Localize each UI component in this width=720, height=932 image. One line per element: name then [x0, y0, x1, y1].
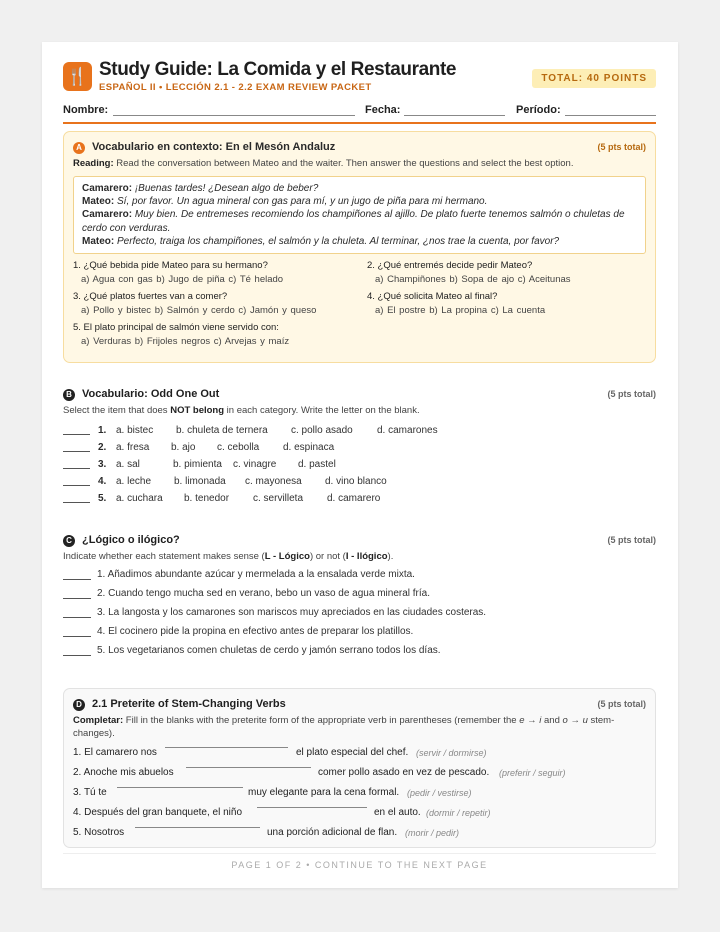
answer-blank[interactable]: [63, 451, 90, 452]
verb-hint: (pedir / vestirse): [407, 788, 472, 798]
question-options[interactable]: a) Pollo y bistec b) Salmón y cerdo c) Jamón y queso: [81, 305, 317, 317]
name-field[interactable]: [113, 115, 355, 116]
question-item: [367, 291, 545, 316]
instr-text: Indicate whether each statement makes sense (: [63, 551, 265, 562]
sentence-start: 4. Después del gran banquete, el niño: [73, 807, 243, 818]
fill-row: [73, 787, 646, 807]
section-d-points: (5 pts total): [597, 699, 646, 709]
statement: 3. La langosta y los camarones son mariscos muy apreciados en las ciudades costeras.: [97, 607, 487, 618]
option-b: b. chuleta de ternera: [176, 425, 268, 436]
section-c-header: [63, 533, 656, 549]
verb-hint: (morir / pedir): [405, 828, 460, 838]
instr-text: Fill in the blanks with the preterite form of the appropriate verb in parentheses (remember the: [125, 715, 520, 726]
sentence-end: comer pollo asado en vez de pescado.: [318, 767, 490, 778]
fill-row: [73, 807, 646, 827]
answer-blank[interactable]: [63, 617, 91, 618]
total-points-badge: TOTAL: 40 POINTS: [532, 69, 656, 88]
option-c: c. pollo asado: [291, 425, 353, 436]
page-content: [63, 60, 656, 848]
section-b: [63, 387, 656, 508]
odd-row: [63, 457, 656, 474]
answer-blank[interactable]: [165, 747, 288, 748]
dialog-line: [82, 235, 637, 248]
student-info-row: [63, 100, 656, 124]
dialog-text: ¡Buenas tardes! ¿Desean algo de beber?: [134, 183, 319, 194]
section-b-instructions: [63, 404, 656, 417]
section-a-instructions: [73, 157, 646, 170]
instr-emphasis: I - Ilógico: [345, 551, 388, 562]
fill-row: [73, 827, 646, 847]
instr-text: Select the item that does: [63, 405, 171, 416]
option-b: b. limonada: [174, 476, 226, 487]
answer-blank[interactable]: [63, 485, 90, 486]
verb-hint: (servir / dormirse): [416, 748, 487, 758]
section-d-instructions: [73, 714, 646, 740]
statement: 2. Cuando tengo mucha sed en verano, bebo un vaso de agua mineral fría.: [97, 588, 431, 599]
instr-label: Completar:: [73, 715, 124, 726]
page-title: Study Guide: La Comida y el Restaurante: [99, 59, 457, 80]
instr-emphasis: NOT belong: [170, 405, 225, 416]
item-number: 5.: [98, 493, 107, 504]
instr-emphasis: e → i: [519, 715, 542, 726]
question-item: [73, 260, 283, 285]
section-a-badge: A: [73, 142, 85, 154]
question-options[interactable]: a) Champiñones b) Sopa de ajo c) Aceitunas: [375, 274, 571, 286]
option-d: d. camarones: [377, 425, 438, 436]
instr-emphasis: L - Lógico: [264, 551, 310, 562]
sentence-start: 3. Tú te: [73, 787, 107, 798]
section-d-header: [73, 697, 646, 713]
statement: 5. Los vegetarianos comen chuletas de cerdo y jamón serrano todos los días.: [97, 645, 441, 656]
dialog-line: [82, 195, 637, 208]
option-c: c. mayonesa: [245, 476, 302, 487]
logic-row: [63, 644, 656, 663]
section-b-badge: B: [63, 389, 75, 401]
section-c-instructions: [63, 550, 656, 563]
instr-text: and: [541, 715, 563, 726]
period-field[interactable]: [565, 115, 656, 116]
section-c-points: (5 pts total): [607, 535, 656, 545]
sentence-start: 2. Anoche mis abuelos: [73, 767, 174, 778]
question-text: 3. ¿Qué platos fuertes van a comer?: [73, 291, 228, 303]
speaker: Mateo:: [82, 235, 115, 247]
item-number: 4.: [98, 476, 107, 487]
page-subtitle: ESPAÑOL II • LECCIÓN 2.1 - 2.2 EXAM REVIEW PACKET: [99, 82, 372, 93]
option-b: b. tenedor: [184, 493, 230, 504]
footer-divider: [63, 853, 656, 854]
dialog-text: Perfecto, traiga los champiñones, el salmón y la chuleta. Al terminar, ¿nos trae la cuenta, por favor?: [117, 235, 560, 247]
section-b-header: [63, 387, 656, 403]
option-b: b. ajo: [171, 442, 196, 453]
question-text: 4. ¿Qué solicita Mateo al final?: [367, 291, 498, 303]
sentence-end: muy elegante para la cena formal.: [248, 787, 400, 798]
answer-blank[interactable]: [257, 807, 367, 808]
answer-blank[interactable]: [63, 434, 90, 435]
question-item: [367, 260, 571, 285]
question-options[interactable]: a) Agua con gas b) Jugo de piña c) Té helado: [81, 274, 284, 286]
dialog-line: [82, 182, 637, 195]
page-footer: PAGE 1 OF 2 • CONTINUE TO THE NEXT PAGE: [231, 860, 488, 870]
statement: 4. El cocinero pide la propina en efectivo antes de preparar los platillos.: [97, 626, 414, 637]
item-number: 2.: [98, 442, 107, 453]
answer-blank[interactable]: [135, 827, 260, 828]
sentence-start: 1. El camarero nos: [73, 747, 157, 758]
section-b-title: Vocabulario: Odd One Out: [82, 388, 220, 400]
sentence-end: en el auto.: [374, 807, 421, 818]
question-text: 1. ¿Qué bebida pide Mateo para su hermano?: [73, 260, 268, 272]
instr-emphasis: o → u: [562, 715, 588, 726]
name-label: Nombre:: [63, 104, 109, 116]
question-text: 2. ¿Qué entremés decide pedir Mateo?: [367, 260, 533, 272]
fill-row: [73, 747, 646, 767]
dialog-box: [73, 176, 646, 254]
logic-list: [63, 568, 656, 663]
section-a-header: [73, 140, 646, 156]
speaker: Camarero:: [82, 209, 133, 221]
option-c: c. cebolla: [217, 442, 260, 453]
option-a: a. bistec: [116, 425, 154, 436]
section-c: [63, 533, 656, 663]
odd-one-out-list: [63, 423, 656, 508]
odd-row: [63, 440, 656, 457]
item-number: 1.: [98, 425, 107, 436]
odd-row: [63, 491, 656, 508]
answer-blank[interactable]: [63, 502, 90, 503]
question-item: [73, 322, 289, 347]
section-a-points: (5 pts total): [597, 142, 646, 152]
instr-label: Reading:: [73, 158, 114, 169]
dialog-text: Muy bien. De entremeses recomiendo los champiñones al ajillo. De plato fuerte tenemos salmón o chuletas de cerdo con verduras.: [82, 209, 625, 234]
option-c: c. vinagre: [233, 459, 277, 470]
speaker: Mateo:: [82, 196, 115, 208]
sentence-end: una porción adicional de flan.: [267, 827, 398, 838]
verb-hint: (dormir / repetir): [426, 808, 491, 818]
option-a: a. leche: [116, 476, 152, 487]
logic-row: [63, 587, 656, 606]
logic-row: [63, 568, 656, 587]
option-a: a. cuchara: [116, 493, 163, 504]
fill-row: [73, 767, 646, 787]
instr-text: stem-changes).: [73, 715, 615, 739]
period-label: Período:: [516, 104, 561, 116]
question-options[interactable]: a) El postre b) La propina c) La cuenta: [375, 305, 546, 317]
speaker: Camarero:: [82, 183, 133, 194]
option-d: d. vino blanco: [325, 476, 387, 487]
answer-blank[interactable]: [117, 787, 243, 788]
fill-in-list: [73, 747, 646, 847]
section-a-title: Vocabulario en contexto: En el Mesón Andaluz: [92, 141, 336, 153]
section-d: [63, 688, 656, 848]
dialog-line: [82, 208, 637, 234]
answer-blank[interactable]: [63, 636, 91, 637]
item-number: 3.: [98, 459, 107, 470]
logic-row: [63, 625, 656, 644]
answer-blank[interactable]: [63, 655, 91, 656]
option-d: d. espinaca: [283, 442, 335, 453]
worksheet-page: [42, 42, 678, 888]
sentence-end: el plato especial del chef.: [296, 747, 409, 758]
odd-row: [63, 423, 656, 440]
question-options[interactable]: a) Verduras b) Frijoles negros c) Arvejas y maíz: [81, 336, 290, 348]
option-d: d. pastel: [298, 459, 336, 470]
instr-text: in each category. Write the letter on the blank.: [224, 405, 420, 416]
section-b-points: (5 pts total): [607, 389, 656, 399]
logic-row: [63, 606, 656, 625]
statement: 1. Añadimos abundante azúcar y mermelada a la ensalada verde mixta.: [97, 569, 415, 580]
dialog-text: Sí, por favor. Un agua mineral con gas para mí, y un jugo de piña para mi hermano.: [117, 196, 488, 208]
option-d: d. camarero: [327, 493, 381, 504]
option-b: b. pimienta: [173, 459, 222, 470]
verb-hint: (preferir / seguir): [499, 768, 566, 778]
section-c-title: ¿Lógico o ilógico?: [82, 534, 180, 546]
option-a: a. sal: [116, 459, 140, 470]
answer-blank[interactable]: [186, 767, 311, 768]
answer-blank[interactable]: [63, 468, 90, 469]
instr-text: ).: [387, 551, 394, 562]
instr-text: ) or not (: [309, 551, 346, 562]
option-c: c. servilleta: [253, 493, 304, 504]
question-text: 5. El plato principal de salmón viene servido con:: [73, 322, 279, 334]
section-a: [63, 131, 656, 363]
sentence-start: 5. Nosotros: [73, 827, 125, 838]
comprehension-questions: [73, 260, 646, 352]
instr-text: Read the conversation between Mateo and the waiter. Then answer the questions and select the best option.: [116, 158, 574, 169]
header: [63, 60, 656, 96]
question-item: [73, 291, 316, 316]
option-a: a. fresa: [116, 442, 150, 453]
section-c-badge: C: [63, 535, 75, 547]
answer-blank[interactable]: [63, 579, 91, 580]
answer-blank[interactable]: [63, 598, 91, 599]
odd-row: [63, 474, 656, 491]
fork-knife-icon: 🍴: [63, 62, 92, 91]
section-d-title: 2.1 Preterite of Stem-Changing Verbs: [92, 698, 286, 710]
date-label: Fecha:: [365, 104, 401, 116]
section-d-badge: D: [73, 699, 85, 711]
date-field[interactable]: [404, 115, 505, 116]
